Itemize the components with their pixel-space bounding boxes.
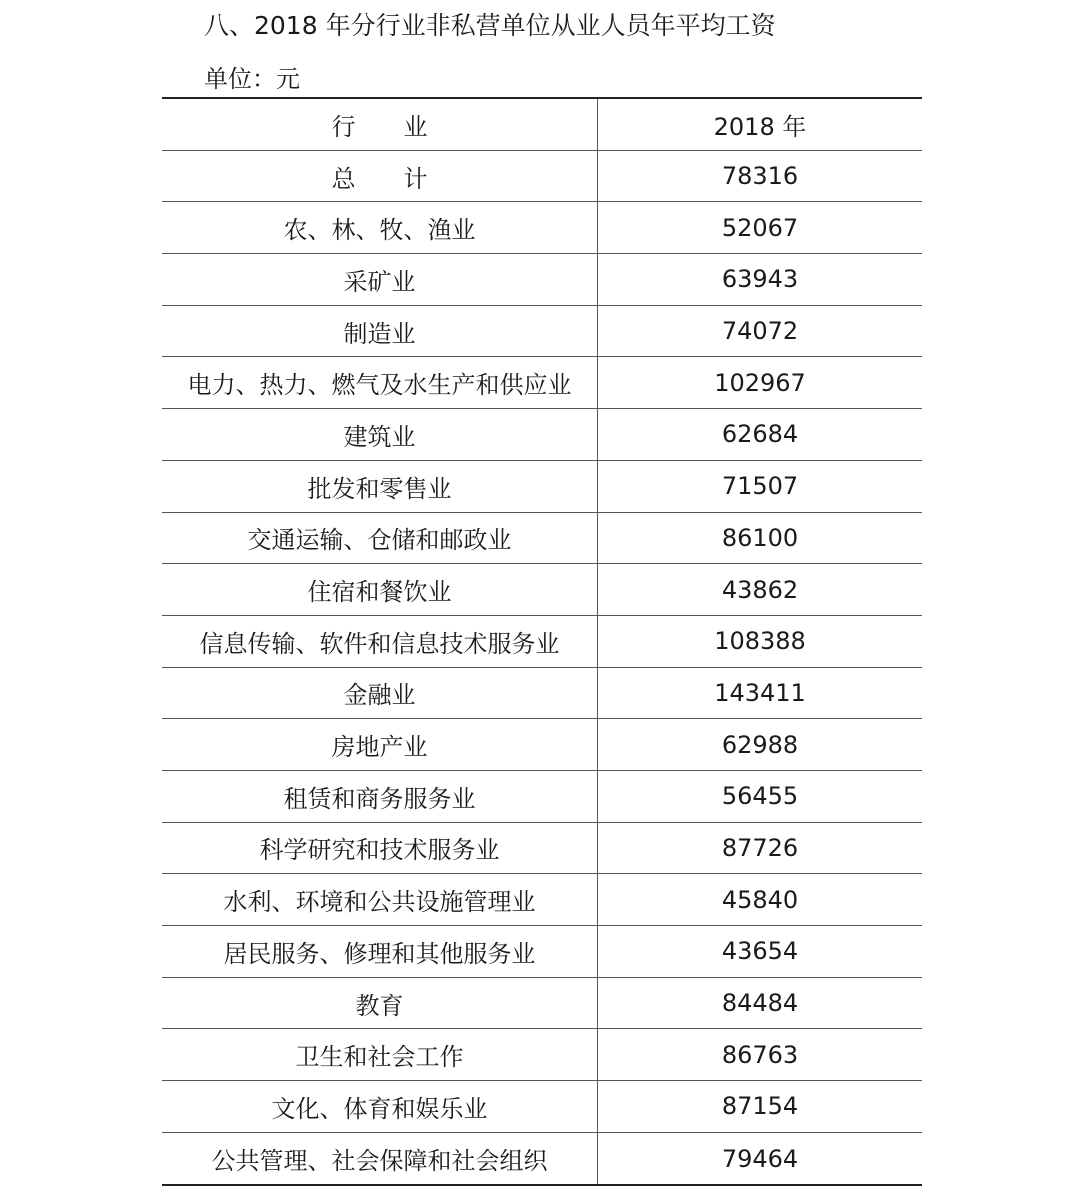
table-row [162, 202, 922, 254]
table-row [162, 1081, 922, 1133]
wage-cell: 74072 [721, 317, 799, 346]
industry-cell: 房地产业 [162, 719, 598, 770]
wage-cell: 62988 [721, 730, 799, 759]
industry-cell: 制造业 [162, 306, 598, 357]
table-header-row [162, 99, 922, 151]
industry-cell: 教育 [162, 978, 598, 1029]
wage-cell: 79464 [721, 1144, 799, 1173]
header-year: 2018 年 [713, 112, 807, 141]
wage-cell: 52067 [721, 213, 799, 242]
unit-label: 单位：元 [204, 65, 300, 93]
table-row [162, 719, 922, 771]
industry-cell: 交通运输、仓储和邮政业 [162, 513, 598, 564]
table-row [162, 461, 922, 513]
industry-cell: 租赁和商务服务业 [162, 771, 598, 822]
industry-cell: 居民服务、修理和其他服务业 [162, 926, 598, 977]
table-row [162, 564, 922, 616]
industry-cell: 卫生和社会工作 [162, 1029, 598, 1080]
industry-cell: 电力、热力、燃气及水生产和供应业 [162, 357, 598, 408]
table-row [162, 409, 922, 461]
table-title: 八、2018 年分行业非私营单位从业人员年平均工资 [204, 11, 776, 40]
wage-cell: 43862 [721, 575, 799, 604]
wage-cell: 62684 [721, 420, 799, 449]
wage-cell: 108388 [714, 627, 806, 656]
table-row [162, 616, 922, 668]
wage-cell: 43654 [721, 937, 799, 966]
table-row [162, 823, 922, 875]
table-row [162, 513, 922, 565]
wage-cell: 71507 [721, 472, 799, 501]
table-row [162, 151, 922, 203]
table-row [162, 668, 922, 720]
industry-cell: 信息传输、软件和信息技术服务业 [162, 616, 598, 667]
industry-cell: 文化、体育和娱乐业 [162, 1081, 598, 1132]
table-row [162, 978, 922, 1030]
table-row [162, 357, 922, 409]
industry-cell: 建筑业 [162, 409, 598, 460]
wage-cell: 56455 [721, 782, 799, 811]
industry-cell: 科学研究和技术服务业 [162, 823, 598, 874]
industry-cell: 公共管理、社会保障和社会组织 [162, 1133, 598, 1185]
industry-cell: 金融业 [162, 668, 598, 719]
wage-cell: 86100 [721, 523, 799, 552]
table-row [162, 306, 922, 358]
industry-cell: 水利、环境和公共设施管理业 [162, 874, 598, 925]
table-row [162, 1133, 922, 1185]
industry-cell: 批发和零售业 [162, 461, 598, 512]
table-row [162, 254, 922, 306]
wage-cell: 86763 [721, 1040, 799, 1069]
wage-cell: 102967 [714, 368, 806, 397]
table-row [162, 771, 922, 823]
wage-cell: 63943 [721, 265, 799, 294]
table-row [162, 1029, 922, 1081]
industry-cell: 采矿业 [162, 254, 598, 305]
wage-cell: 143411 [714, 678, 806, 707]
wage-cell: 87154 [721, 1092, 799, 1121]
table-row [162, 874, 922, 926]
wage-table [162, 97, 922, 1186]
header-industry: 行 业 [162, 99, 598, 150]
table-row [162, 926, 922, 978]
wage-cell: 84484 [721, 989, 799, 1018]
industry-cell: 总 计 [162, 151, 598, 202]
wage-cell: 87726 [721, 833, 799, 862]
industry-cell: 住宿和餐饮业 [162, 564, 598, 615]
wage-cell: 45840 [721, 885, 799, 914]
wage-cell: 78316 [721, 162, 799, 191]
industry-cell: 农、林、牧、渔业 [162, 202, 598, 253]
